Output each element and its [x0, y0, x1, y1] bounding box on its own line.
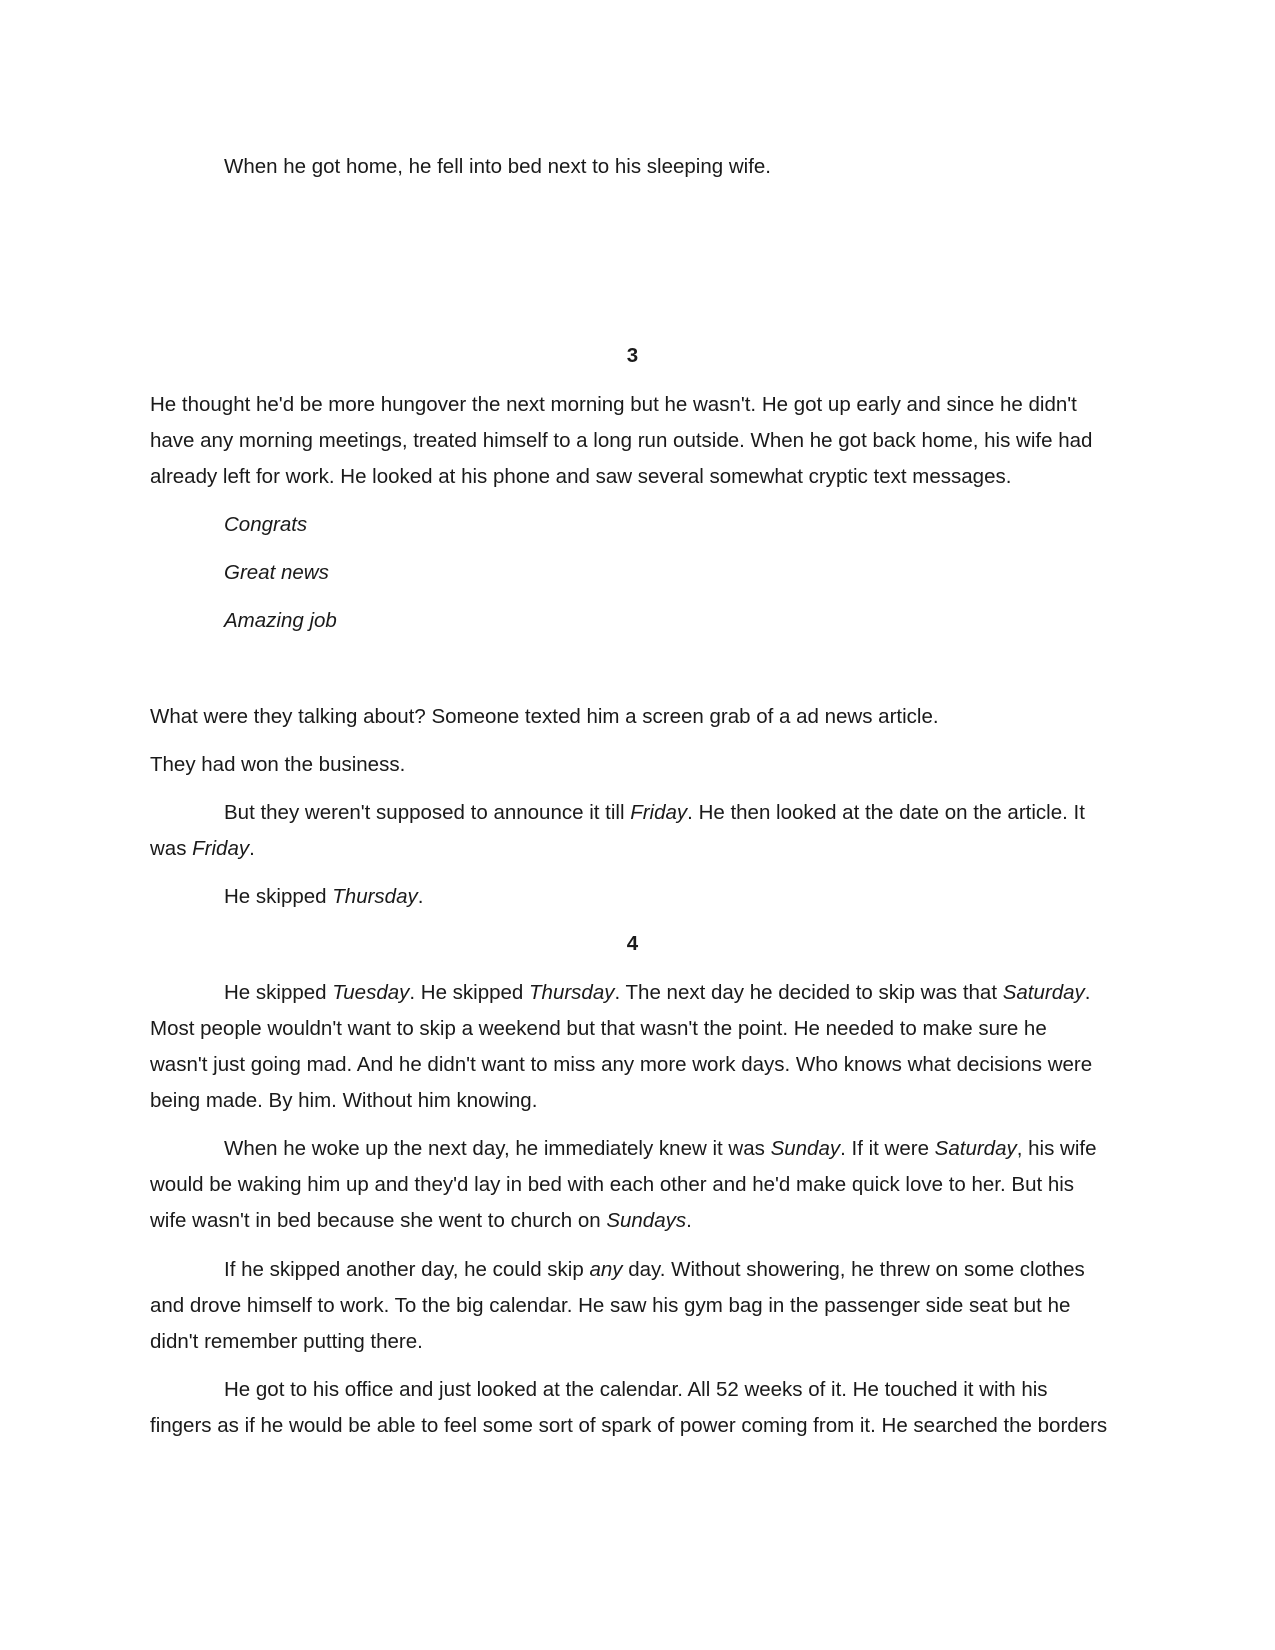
text-run: . [1084, 981, 1091, 1004]
text-run: . He then looked at the date on the article. It [687, 801, 1085, 824]
text-message-text: Amazing job [224, 609, 337, 632]
emphasis-day: Thursday [529, 981, 615, 1004]
text-run: . [417, 885, 424, 908]
text-message [224, 608, 337, 634]
text-run: He skipped [224, 981, 333, 1004]
paragraph-line: fingers as if he would be able to feel some sort of spark of power coming from it. He searched the borders [150, 1414, 1108, 1437]
section-heading-3: 3 [626, 344, 639, 367]
paragraph-line [224, 1136, 1096, 1162]
paragraph-line: wasn't just going mad. And he didn't want to miss any more work days. Who knows what decisions were [150, 1053, 1093, 1076]
paragraph-line [224, 800, 1085, 826]
text-run: When he woke up the next day, he immediately knew it was [224, 1137, 771, 1160]
text-run: He skipped [224, 885, 333, 908]
paragraph-line [150, 1208, 692, 1234]
paragraph-line [150, 836, 255, 862]
paragraph-line: have any morning meetings, treated himself to a long run outside. When he got back home, his wife had [150, 429, 1093, 452]
paragraph-line [224, 1257, 1085, 1283]
paragraph-line: They had won the business. [150, 753, 406, 776]
emphasis-day: Thursday [332, 885, 418, 908]
text-run: If he skipped another day, he could skip [224, 1258, 590, 1281]
paragraph-line [224, 980, 1090, 1006]
paragraph-line: didn't remember putting there. [150, 1330, 423, 1353]
emphasis-day: Friday [630, 801, 688, 824]
emphasis-day: Sundays [606, 1209, 687, 1232]
text-run: But they weren't supposed to announce it till [224, 801, 631, 824]
text-run: was [150, 837, 193, 860]
text-run: . [249, 837, 255, 860]
emphasis-word: any [589, 1258, 623, 1281]
text-run: . If it were [840, 1137, 935, 1160]
paragraph-line: He got to his office and just looked at the calendar. All 52 weeks of it. He touched it with his [224, 1378, 1048, 1401]
emphasis-day: Saturday [934, 1137, 1017, 1160]
text-message-text: Great news [224, 561, 329, 584]
paragraph-line: When he got home, he fell into bed next to his sleeping wife. [224, 155, 772, 178]
emphasis-day: Tuesday [332, 981, 410, 1004]
emphasis-day: Sunday [770, 1137, 841, 1160]
text-run: wife wasn't in bed because she went to church on [150, 1209, 607, 1232]
text-message-text: Congrats [224, 513, 308, 536]
emphasis-day: Friday [192, 837, 250, 860]
emphasis-day: Saturday [1002, 981, 1085, 1004]
paragraph-line: He thought he'd be more hungover the next morning but he wasn't. He got up early and since he didn't [150, 393, 1077, 416]
text-run: . The next day he decided to skip was that [614, 981, 1003, 1004]
paragraph-line [224, 884, 423, 910]
text-message [224, 512, 307, 538]
text-run: day. Without showering, he threw on some clothes [622, 1258, 1085, 1281]
text-run: , his wife [1016, 1137, 1097, 1160]
paragraph-line: and drove himself to work. To the big calendar. He saw his gym bag in the passenger side seat but he [150, 1294, 1071, 1317]
paragraph-line: would be waking him up and they'd lay in bed with each other and he'd make quick love to her. But his [150, 1173, 1075, 1196]
paragraph-line: Most people wouldn't want to skip a weekend but that wasn't the point. He needed to make sure he [150, 1017, 1047, 1040]
paragraph-line: already left for work. He looked at his phone and saw several somewhat cryptic text messages. [150, 465, 1012, 488]
section-heading-4: 4 [626, 932, 639, 955]
paragraph-line: being made. By him. Without him knowing. [150, 1089, 538, 1112]
text-run: . He skipped [409, 981, 530, 1004]
text-run: . [686, 1209, 692, 1232]
text-message [224, 560, 329, 586]
paragraph-line: What were they talking about? Someone texted him a screen grab of a ad news article. [150, 705, 939, 728]
